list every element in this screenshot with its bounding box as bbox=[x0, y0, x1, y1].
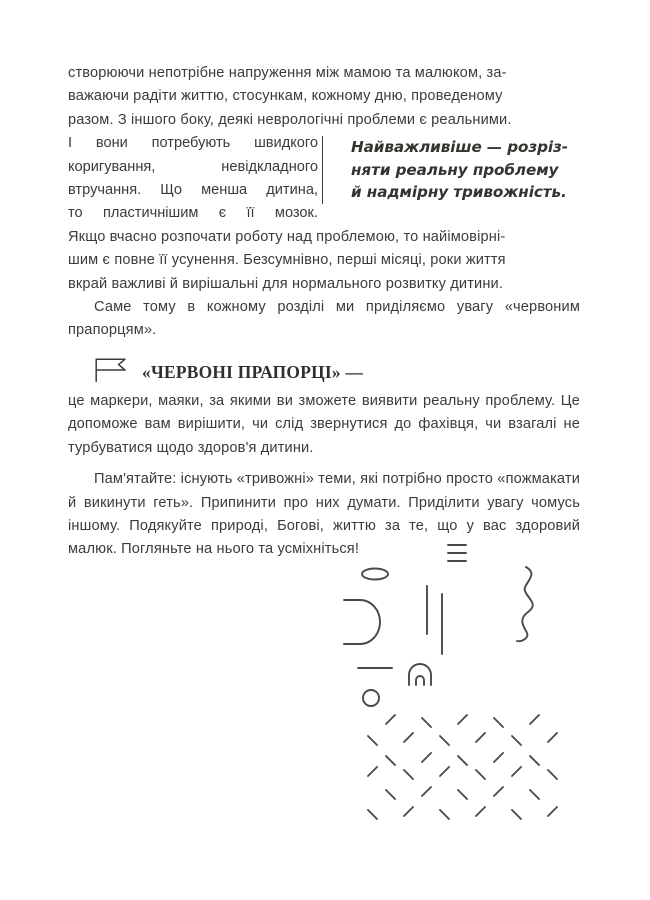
crosshatch-dashes bbox=[368, 715, 557, 819]
narrow-line: то пластичнішим є її мозок. bbox=[68, 205, 318, 222]
narrow-line: І вони потребують швидкого bbox=[68, 135, 318, 152]
pull-quote-line: й надмірну тривожність. bbox=[351, 183, 567, 202]
arc-c-open-left bbox=[344, 600, 380, 644]
line: створюючи непотрібне напруження між мамою та малюком, за- bbox=[68, 65, 507, 81]
paragraph-1-part-3 bbox=[68, 226, 580, 296]
ellipse-small bbox=[362, 569, 388, 580]
red-flags-heading bbox=[68, 357, 580, 388]
decorative-illustration bbox=[330, 528, 610, 828]
paragraph-1-part-1 bbox=[68, 62, 580, 132]
pull-quote bbox=[322, 136, 580, 204]
line: разом. З іншого боку, деякі неврологічні проблеми є реальними. bbox=[68, 111, 512, 128]
flag-icon bbox=[94, 357, 128, 388]
circle-outline bbox=[363, 690, 379, 706]
line: вкрай важливі й вирішальні для нормального розвитку дитини. bbox=[68, 275, 504, 292]
squiggle-wave bbox=[517, 567, 533, 641]
narrow-line: коригування, невідкладного bbox=[68, 158, 318, 175]
pull-quote-line: няти реальну проблему bbox=[351, 160, 559, 179]
line: шим є повне її усунення. Безсумнівно, перші місяці, роки життя bbox=[68, 252, 506, 269]
pull-quote-line: Найважливіше — розріз- bbox=[351, 138, 569, 157]
paragraph-4: Пам'ятайте: існують «тривожні» теми, які потрібно просто «пожмакати й викинути геть». Припинити про них думати. Приділити увагу чомусь іншому. Подякуйте природі, Богові, життю за те, що у вас здоровий малюк. Погляньте на нього та усміхніться! bbox=[68, 471, 580, 558]
paragraph-3: це маркери, маяки, за якими ви зможете виявити реальну проблему. Це допоможе вам вирішити, чи слід звернутися до фахівця, чи взагалі не турбуватися щодо здоров'я дитини. bbox=[68, 392, 580, 456]
paragraph-1-part-2-with-quote bbox=[68, 132, 580, 226]
narrow-line: втручання. Що менша дитина, bbox=[68, 182, 318, 199]
line: важаючи радіти життю, стосункам, кожному дню, проведеному bbox=[68, 88, 503, 105]
line: Якщо вчасно розпочати роботу над проблемою, то найімовірні- bbox=[68, 228, 506, 245]
paragraph-2: Саме тому в кожному розділі ми приділяємо увагу «червоним прапорцям». bbox=[68, 299, 580, 339]
arch-gate bbox=[409, 664, 431, 685]
three-horizontal-lines bbox=[448, 545, 466, 561]
red-flags-title: «ЧЕРВОНІ ПРАПОРЦІ» — bbox=[142, 361, 364, 382]
text-column bbox=[68, 62, 580, 562]
